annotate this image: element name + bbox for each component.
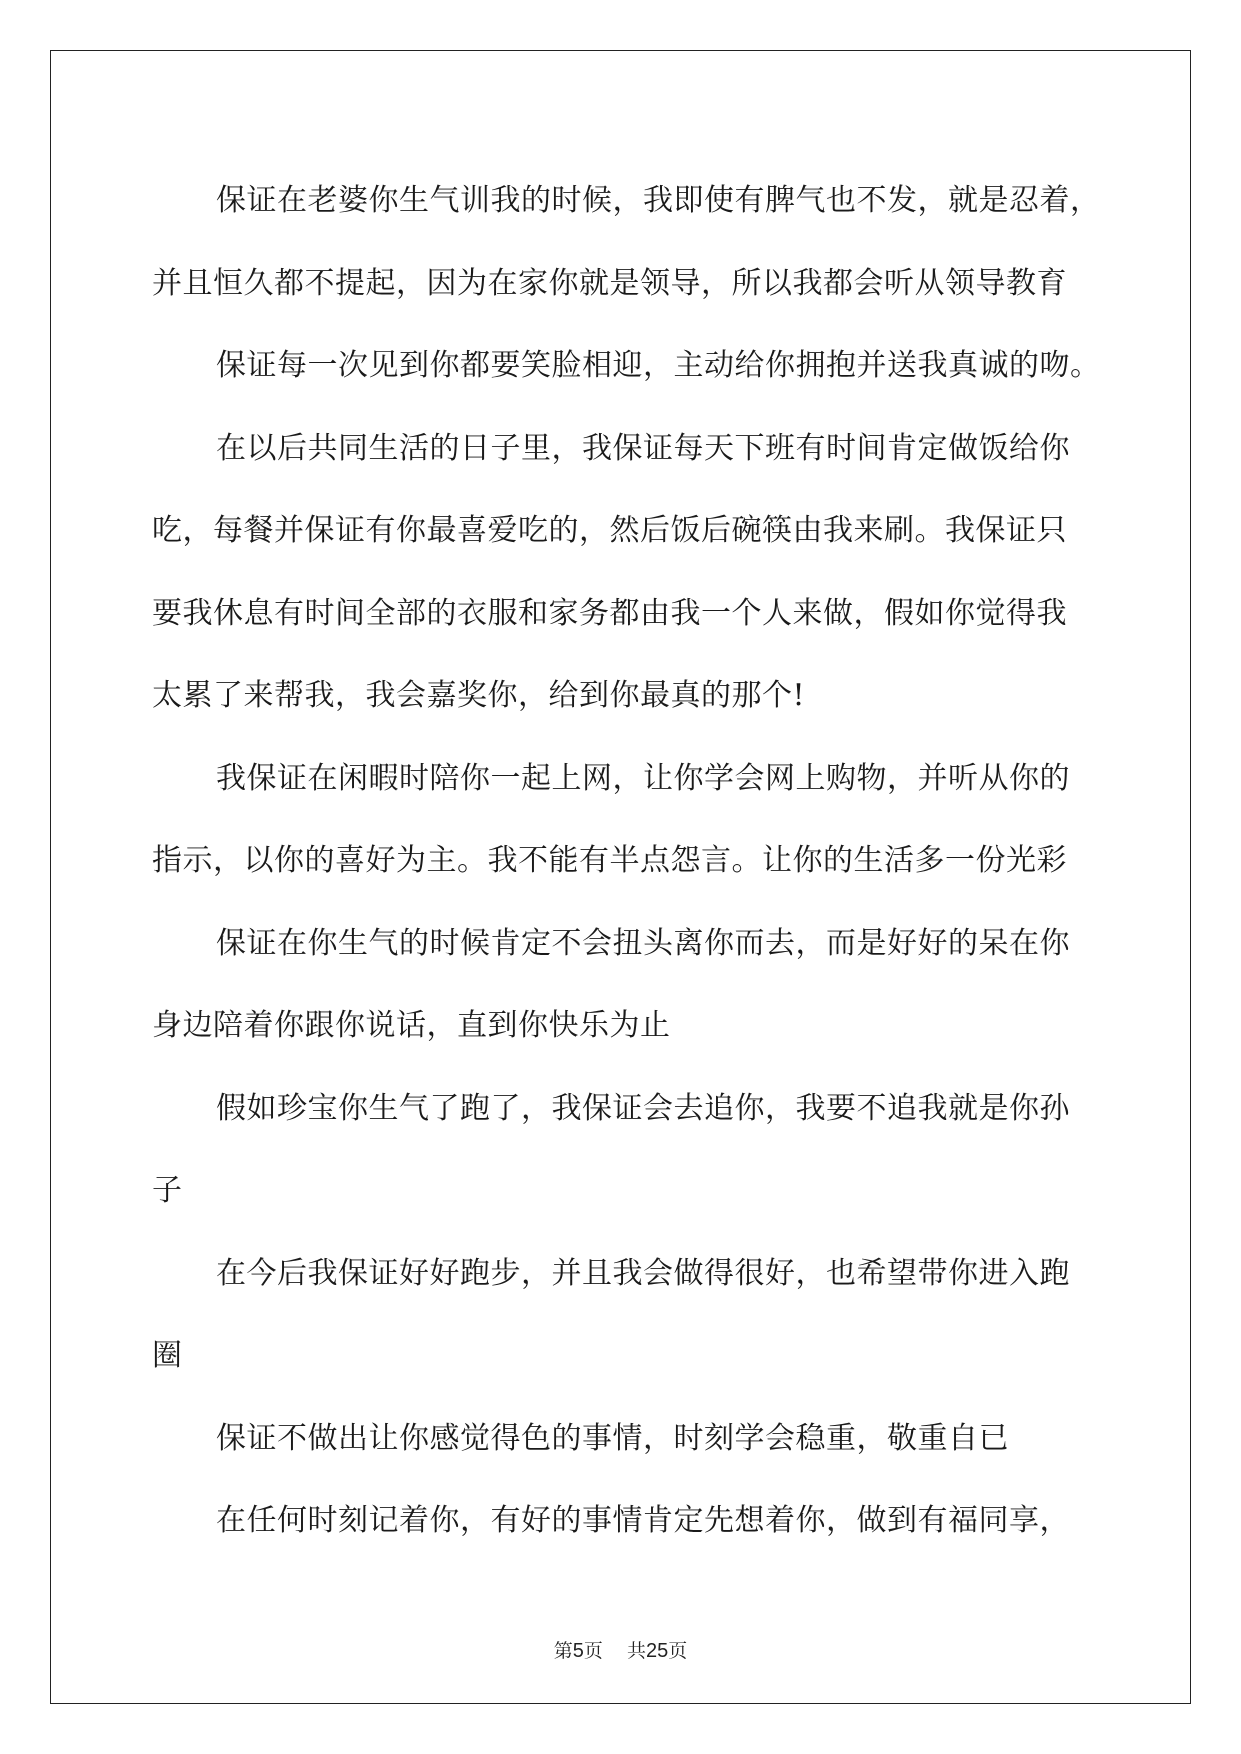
text-line: 保证在你生气的时候肯定不会扭头离你而去，而是好好的呆在你	[216, 925, 1070, 961]
text-line: 保证在老婆你生气训我的时候，我即使有脾气也不发，就是忍着，	[216, 183, 1101, 218]
text-line: 指示，以你的喜好为主。我不能有半点怨言。让你的生活多一份光彩	[152, 843, 1067, 878]
text-line: 并且恒久都不提起，因为在家你就是领导，所以我都会听从领导教育	[152, 265, 1067, 301]
text-line: 身边陪着你跟你说话，直到你快乐为止	[152, 1008, 671, 1043]
text-line: 在任何时刻记着你，有好的事情肯定先想着你，做到有福同享，	[216, 1503, 1070, 1538]
text-line: 我保证在闲暇时陪你一起上网，让你学会网上购物，并听从你的	[216, 760, 1070, 796]
page-suffix: 页	[583, 1640, 603, 1662]
text-line: 假如珍宝你生气了跑了，我保证会去追你，我要不追我就是你孙	[216, 1090, 1070, 1126]
text-line: 在今后我保证好好跑步，并且我会做得很好，也希望带你进入跑	[216, 1255, 1070, 1291]
text-line: 太累了来帮我，我会嘉奖你，给到你最真的那个!	[152, 678, 806, 713]
text-line: 保证每一次见到你都要笑脸相迎，主动给你拥抱并送我真诚的吻。	[216, 348, 1101, 383]
text-line: 保证不做出让你感觉得色的事情，时刻学会稳重，敬重自已	[216, 1420, 1009, 1456]
total-prefix: 共	[627, 1640, 647, 1662]
page-prefix: 第	[553, 1640, 573, 1662]
text-line: 子	[152, 1173, 183, 1208]
total-suffix: 页	[668, 1640, 688, 1662]
document-body	[152, 160, 1101, 1563]
page-footer	[0, 1636, 1241, 1663]
text-line: 在以后共同生活的日子里，我保证每天下班有时间肯定做饭给你	[216, 430, 1070, 466]
page-total: 25	[646, 1640, 669, 1662]
text-line: 吃，每餐并保证有你最喜爱吃的，然后饭后碗筷由我来刷。我保证只	[152, 513, 1067, 548]
text-line: 要我休息有时间全部的衣服和家务都由我一个人来做，假如你觉得我	[152, 595, 1067, 631]
page-current: 5	[572, 1640, 584, 1662]
text-line: 圈	[152, 1338, 183, 1373]
